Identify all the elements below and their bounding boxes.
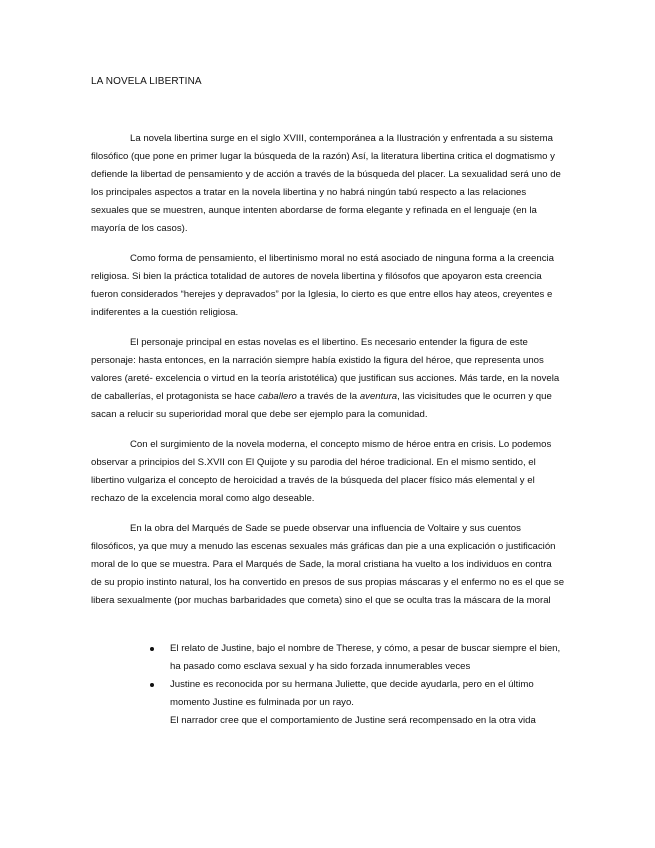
paragraph-5: En la obra del Marqués de Sade se puede observar una influencia de Voltaire y sus cuentos filosóficos, ya que muy a menudo las escenas sexuales más gráficas dan pie a una explicación o justificación moral de lo que se muestra. Para el Marqués de Sade, la moral cristiana ha vuelto a los individuos en contra de su propio instinto natural, los ha convertido en presos de sus propias máscaras y el enfermo no es el que se libera sexualmente (por muchas barbaridades que cometa) sino el que se oculta tras la máscara de la moral [91, 523, 565, 606]
paragraph-3-part-1: El personaje principal en estas novelas es el libertino. Es necesario entender la figura de este personaje: hasta entonces, en la narración siempre había existido la figura del héroe, que representa unos valores (areté- excelencia o virtud en la teoría aristotélica) que justifican sus acciones. Más tarde, en la novela de caballerías, el protagonista se hace [91, 337, 560, 402]
italic-term-aventura: aventura [359, 391, 398, 402]
bullet-text-1: El relato de Justine, bajo el nombre de Therese, y cómo, a pesar de buscar siempre el bien, ha pasado como esclava sexual y ha sido forzada innumerables veces [170, 643, 561, 672]
paragraph-3 [91, 334, 565, 424]
list-item [148, 676, 568, 730]
italic-term-caballero: caballero [257, 391, 297, 402]
bullet-continuation: El narrador cree que el comportamiento de Justine será recompensado en la otra vida [170, 715, 536, 726]
bullet-text-2: Justine es reconocida por su hermana Juliette, que decide ayudarla, pero en el último momento Justine es fulminada por un rayo. [170, 679, 534, 708]
paragraph-4: Con el surgimiento de la novela moderna, el concepto mismo de héroe entra en crisis. Lo podemos observar a principios del S.XVII con El Quijote y su parodia del héroe tradicional. En el mismo sentido, el libertino vulgariza el concepto de heroicidad a través de la búsqueda del placer físico más elemental y el rechazo de la excelencia moral como algo deseable. [91, 439, 552, 504]
paragraph-3-part-3: , las vicisitudes que le ocurren y que sacan a relucir su superioridad moral que debe ser ejemplo para la comunidad. [91, 391, 552, 420]
document-title: LA NOVELA LIBERTINA [91, 76, 202, 87]
list-item [148, 640, 568, 676]
paragraph-1: La novela libertina surge en el siglo XVIII, contemporánea a la Ilustración y enfrentada a su sistema filosófico (que pone en primer lugar la búsqueda de la razón) Así, la literatura libertina critica el dogmatismo y defiende la libertad de pensamiento y de acción a través de la búsqueda del placer. La sexualidad será uno de los principales aspectos a tratar en la novela libertina y no habrá ningún tabú respecto a las relaciones sexuales que se muestren, aunque intenten abordarse de forma elegante y refinada en el lenguaje (en la mayoría de los casos). [91, 133, 561, 234]
bullet-list [148, 640, 568, 730]
paragraph-3-part-2: a través de la [296, 391, 360, 402]
paragraph-2: Como forma de pensamiento, el libertinismo moral no está asociado de ninguna forma a la creencia religiosa. Si bien la práctica totalidad de autores de novela libertina y filósofos que apoyaron esta creencia fueron considerados “herejes y depravados” por la Iglesia, lo cierto es que entre ellos hay ateos, creyentes e indiferentes a la cuestión religiosa. [91, 253, 554, 318]
document-body [91, 130, 565, 622]
